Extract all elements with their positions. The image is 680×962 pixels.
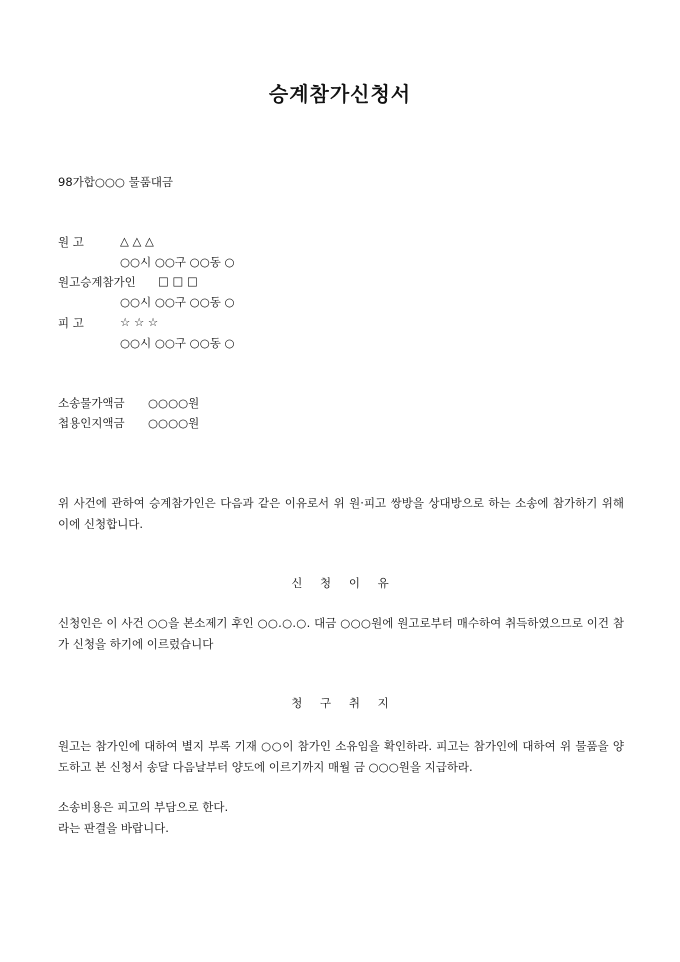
defendant-name: ☆ ☆ ☆ [120, 315, 159, 329]
claim-heading: 청 구 취 지 [291, 696, 389, 710]
successor-address: ○○시 ○○구 ○○동 ○ [120, 295, 235, 309]
claim-paragraph-3: 라는 판결을 바랍니다. [58, 821, 169, 835]
reason-heading: 신 청 이 유 [291, 576, 389, 590]
intro-paragraph: 위 사건에 관하여 승계참가인은 다음과 같은 이유로서 위 원·피고 쌍방을 상대방으로 하는 소송에 참가하기 위해 이에 신청합니다. [58, 496, 624, 531]
stamp-fee-label: 첩용인지액금 [58, 416, 125, 430]
case-number: 98가합○○○ 물품대금 [58, 175, 174, 189]
plaintiff-address: ○○시 ○○구 ○○동 ○ [120, 255, 235, 269]
successor-label: 원고승계참가인 [58, 275, 136, 289]
claim-paragraph-1: 원고는 참가인에 대하여 별지 부록 기재 ○○이 참가인 소유임을 확인하라. 피고는 참가인에 대하여 위 물품을 양도하고 본 신청서 송달 다음날부터 양도에 이르기까지 매월 금 ○○○원을 지급하라. [58, 739, 624, 774]
plaintiff-label: 원 고 [58, 235, 84, 249]
claim-value-amount: ○○○○원 [148, 396, 200, 410]
successor-name: □ □ □ [158, 274, 198, 288]
document-title: 승계참가신청서 [268, 82, 412, 106]
reason-body: 신청인은 이 사건 ○○을 본소제기 후인 ○○.○.○. 대금 ○○○원에 원고로부터 매수하여 취득하였으므로 이건 참가 신청을 하기에 이르렀습니다 [58, 616, 624, 651]
defendant-label: 피 고 [58, 316, 84, 330]
plaintiff-name: △ △ △ [120, 234, 154, 248]
claim-paragraph-2: 소송비용은 피고의 부담으로 한다. [58, 800, 229, 814]
stamp-fee-amount: ○○○○원 [148, 416, 200, 430]
claim-value-label: 소송물가액금 [58, 396, 125, 410]
defendant-address: ○○시 ○○구 ○○동 ○ [120, 336, 235, 350]
